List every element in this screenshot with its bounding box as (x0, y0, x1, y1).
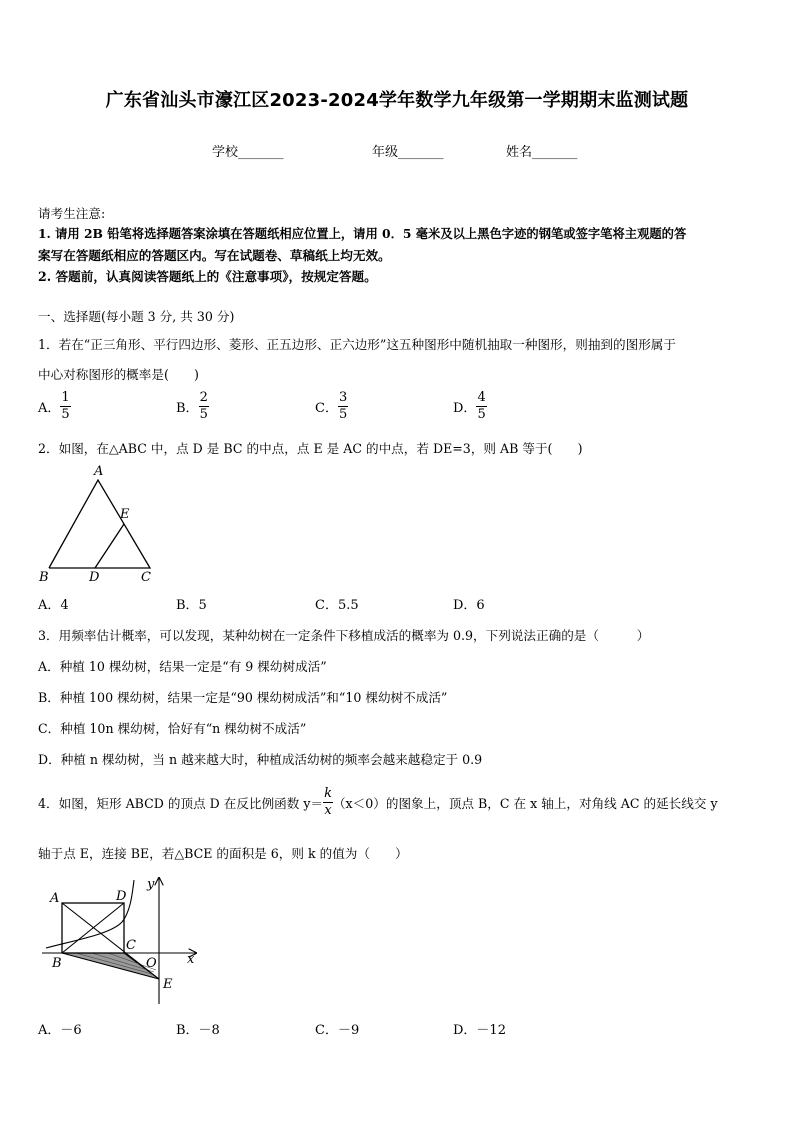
notice-line-3: 2. 答题前，认真阅读答题纸上的《注意事项》，按规定答题。 (38, 269, 377, 284)
q1-option-a: A． $\frac{1}{5}$ (38, 390, 70, 422)
label-b: B (52, 956, 62, 971)
q4-rectangle-figure (36, 872, 206, 1008)
label-a: A (94, 464, 104, 479)
notice-heading: 请考生注意: (38, 206, 106, 221)
q1-line-1: 1．若在“正三角形、平行四边形、菱形、正五边形、正六边形”这五种图形中随机抽取一种图形，则抽到的图形属于 (38, 337, 676, 352)
section-heading: 一、选择题(每小题 3 分, 共 30 分) (38, 309, 235, 324)
segment-de (95, 524, 124, 568)
q2-option-d: D．6 (453, 598, 485, 613)
label-o: O (146, 956, 157, 971)
q1-line-2: 中心对称图形的概率是( ) (38, 367, 199, 382)
q4-line-1: 4．如图，矩形 ABCD 的顶点 D 在反比例函数 y＝ $\frac{k}{x}$ （x＜0）的图象上，顶点 B，C 在 x 轴上，对角线 AC 的延长线交 y (38, 786, 718, 818)
q1-option-b: B． $\frac{2}{5}$ (176, 390, 208, 422)
q2-text: 2．如图，在△ABC 中，点 D 是 BC 的中点，点 E 是 AC 的中点，若 DE=3，则 AB 等于( ) (38, 441, 583, 456)
q3-option-c: C．种植 10n 棵幼树，恰好有“n 棵幼树不成活” (38, 721, 307, 736)
label-y: y (147, 877, 155, 892)
q4-option-d: D．－12 (453, 1023, 506, 1038)
label-x: x (187, 952, 195, 967)
q2-option-a: A．4 (38, 598, 69, 613)
label-d: D (89, 570, 100, 585)
q4-option-c: C．－9 (315, 1023, 360, 1038)
notice-line-2: 案写在答题纸相应的答题区内。写在试题卷、草稿纸上均无效。 (38, 248, 391, 263)
q3-option-d: D．种植 n 棵幼树，当 n 越来越大时，种植成活幼树的频率会越来越稳定于 0.9 (38, 752, 483, 767)
label-c: C (126, 938, 136, 953)
q3-option-b: B．种植 100 棵幼树，结果一定是“90 棵幼树成活”和“10 棵幼树不成活” (38, 690, 448, 705)
school-field: 学校_______ (212, 145, 284, 160)
q3-text: 3．用频率估计概率，可以发现，某种幼树在一定条件下移植成活的概率为 0.9，下列说法正确的是（ ） (38, 628, 650, 643)
q1-option-c: C． $\frac{3}{5}$ (315, 390, 348, 422)
label-e: E (120, 507, 130, 522)
q2-triangle-figure (30, 460, 170, 586)
grade-field: 年级_______ (372, 145, 444, 160)
q4-option-b: B．－8 (176, 1023, 220, 1038)
triangle-abc (49, 480, 150, 568)
label-c: C (141, 570, 151, 585)
q2-option-c: C．5.5 (315, 598, 359, 613)
q4-line-2: 轴于点 E，连接 BE，若△BCE 的面积是 6，则 k 的值为（ ） (38, 846, 408, 861)
notice-line-1: 1. 请用 2B 铅笔将选择题答案涂填在答题纸相应位置上，请用 0．5 毫米及以上黑色字迹的钢笔或签字笔将主观题的答 (38, 226, 687, 241)
q4-option-a: A．－6 (38, 1023, 82, 1038)
q1-option-d: D． $\frac{4}{5}$ (453, 390, 486, 422)
label-b: B (39, 570, 49, 585)
label-d: D (116, 889, 127, 904)
q3-option-a: A．种植 10 棵幼树，结果一定是“有 9 棵幼树成活” (38, 659, 327, 674)
label-a: A (50, 891, 60, 906)
label-e: E (163, 977, 173, 992)
q2-option-b: B．5 (176, 598, 207, 613)
page-title: 广东省汕头市濠江区2023-2024学年数学九年级第一学期期末监测试题 (105, 90, 689, 111)
name-field: 姓名_______ (506, 145, 578, 160)
